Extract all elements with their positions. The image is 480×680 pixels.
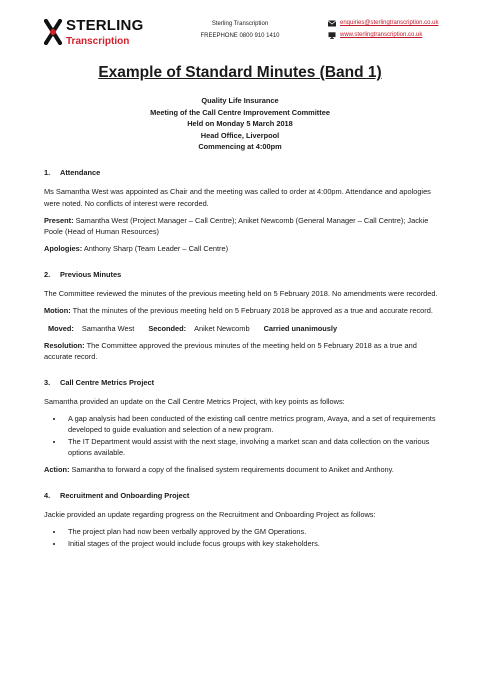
section-title: Attendance	[60, 168, 101, 177]
section-number: 4.	[44, 490, 51, 500]
email-row	[328, 17, 458, 29]
meeting-location: Head Office, Liverpool	[200, 130, 280, 140]
company-name: Sterling Transcription	[211, 21, 269, 27]
list-item: • Initial stages of the project would include focus groups with key stakeholders.	[64, 538, 444, 549]
attendance-paragraph: Ms Samantha West was appointed as Chair and the meeting was called to order at 4:00pm. Attendance and apologies were noted. No conflicts of interest were recorded.	[44, 187, 431, 208]
logo-subtext: Transcription	[66, 36, 130, 47]
header-contact	[328, 17, 458, 41]
metrics-intro: Samantha provided an update on the Call Centre Metrics Project, with key points as follows:	[44, 396, 345, 406]
apologies-label: Apologies:	[44, 244, 83, 254]
meeting-date: Held on Monday 5 March 2018	[187, 119, 293, 128]
meeting-info	[0, 95, 480, 153]
meeting-org: Quality Life Insurance	[201, 96, 279, 105]
section-heading-recruitment-project	[44, 490, 444, 501]
action-text: Samantha to forward a copy of the finalised system requirements document to Aniket and Anthony.	[69, 465, 394, 475]
email-link[interactable]: enquiries@sterlingtranscription.co.uk	[340, 20, 439, 26]
moved-label: Moved:	[48, 323, 74, 333]
apologies-paragraph	[44, 243, 444, 254]
present-text: Samantha West (Project Manager – Call Centre); Aniket Newcomb (General Manager – Call Centre); Jackie Poole (Head of Human Resources)	[44, 215, 429, 237]
apologies-text: Anthony Sharp (Team Leader – Call Centre)	[82, 244, 229, 254]
section-title: Previous Minutes	[60, 269, 122, 279]
header-company-info	[180, 18, 300, 42]
document-title: Example of Standard Minutes (Band 1)	[98, 64, 382, 81]
meeting-name: Meeting of the Call Centre Improvement Committee	[150, 107, 330, 117]
monitor-icon	[328, 32, 336, 39]
action-paragraph	[44, 464, 444, 475]
motion-paragraph	[44, 305, 444, 316]
resolution-label: Resolution:	[44, 340, 85, 350]
logo-brand-text: STERLING	[66, 17, 144, 34]
carried-text: Carried unanimously	[263, 323, 338, 333]
logo-mark-icon	[44, 19, 62, 45]
metrics-bullet-list	[44, 413, 444, 458]
meeting-time: Commencing at 4:00pm	[198, 142, 282, 151]
recruitment-bullet-list	[44, 526, 444, 549]
section-title: Recruitment and Onboarding Project	[60, 490, 190, 500]
motion-label: Motion:	[44, 306, 71, 316]
list-item: • A gap analysis had been conducted of the existing call centre metrics program, Avaya, and a set of requirements developed to guide evaluation and selection of a new program.	[64, 413, 444, 436]
website-row	[328, 29, 458, 41]
action-label: Action:	[44, 465, 70, 475]
moved-value: Samantha West	[81, 323, 135, 333]
section-number: 2.	[44, 269, 51, 279]
list-item: • The project plan had now been verbally approved by the GM Operations.	[64, 526, 444, 537]
recruitment-intro: Jackie provided an update regarding progress on the Recruitment and Onboarding Project as follows:	[44, 509, 376, 519]
resolution-text: The Committee approved the previous minutes of the meeting held on 5 February 2018 as a true and accurate record.	[44, 340, 417, 362]
resolution-paragraph	[44, 340, 444, 363]
section-heading-metrics-project	[44, 377, 444, 388]
seconded-label: Seconded:	[148, 323, 187, 333]
moved-seconded-row	[48, 323, 444, 334]
minutes-body	[44, 167, 444, 555]
sterling-logo	[44, 15, 154, 51]
section-heading-attendance	[44, 167, 444, 178]
motion-text: That the minutes of the previous meeting held on 5 February 2018 be approved as a true and accurate record.	[70, 306, 433, 316]
envelope-icon	[328, 20, 336, 27]
list-item: • The IT Department would assist with the next stage, involving a market scan and data collection on the various options available.	[64, 436, 444, 459]
present-paragraph	[44, 215, 444, 238]
website-link[interactable]: www.sterlingtranscription.co.uk	[340, 32, 423, 38]
section-heading-previous-minutes	[44, 269, 444, 280]
company-phone: FREEPHONE 0800 910 1410	[200, 33, 280, 39]
section-number: 3.	[44, 377, 51, 387]
previous-paragraph: The Committee reviewed the minutes of the previous meeting held on 5 February 2018. No amendments were recorded.	[44, 289, 438, 299]
seconded-value: Aniket Newcomb	[194, 323, 250, 333]
present-label: Present:	[44, 215, 74, 225]
section-title: Call Centre Metrics Project	[60, 377, 155, 387]
section-number: 1.	[44, 168, 51, 177]
